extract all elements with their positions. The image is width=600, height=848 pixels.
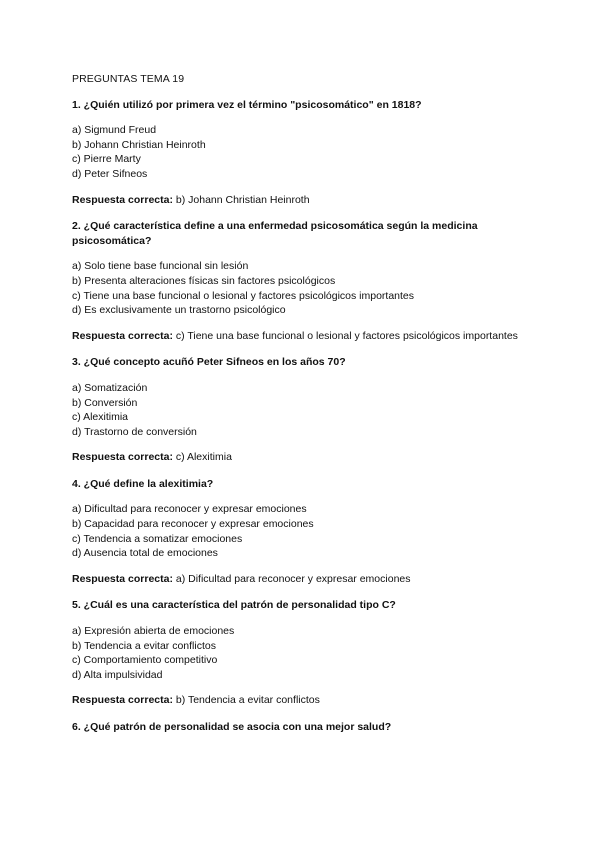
question-2 [72,219,532,343]
question-4 [72,477,532,587]
answer-label: Respuesta correcta: [72,694,173,707]
option-a: a) Dificultad para reconocer y expresar emociones [72,503,307,516]
option-a: a) Sigmund Freud [72,124,157,137]
answer-label: Respuesta correcta: [72,193,173,206]
question-text: 5. ¿Cuál es una característica del patrón de personalidad tipo C? [72,599,396,612]
option-c: c) Tendencia a somatizar emociones [72,532,243,545]
answer-text: c) Tiene una base funcional o lesional y factores psicológicos importantes [175,329,518,342]
option-c: c) Comportamiento competitivo [72,654,218,667]
option-c: c) Tiene una base funcional o lesional y factores psicológicos importantes [72,289,415,302]
document-title: PREGUNTAS TEMA 19 [72,73,185,85]
answer-text: b) Johann Christian Heinroth [175,193,310,206]
question-6 [72,720,532,735]
answer-text: b) Tendencia a evitar conflictos [175,694,320,707]
option-list [72,502,532,560]
answer-label: Respuesta correcta: [72,572,173,585]
option-list [72,624,532,682]
option-c: c) Alexitimia [72,411,129,424]
document-page [72,72,532,747]
option-a: a) Solo tiene base funcional sin lesión [72,260,249,273]
option-b: b) Presenta alteraciones físicas sin factores psicológicos [72,274,336,287]
question-text: 2. ¿Qué característica define a una enfermedad psicosomática según la medicina psicosomática? [72,220,478,247]
option-d: d) Alta impulsividad [72,668,163,681]
answer-label: Respuesta correcta: [72,451,173,464]
option-d: d) Trastorno de conversión [72,425,197,438]
correct-answer [72,572,532,587]
question-text: 3. ¿Qué concepto acuñó Peter Sifneos en los años 70? [72,356,346,369]
option-b: b) Conversión [72,396,138,409]
answer-text: c) Alexitimia [175,451,232,464]
question-5 [72,598,532,708]
option-a: a) Expresión abierta de emociones [72,625,235,638]
question-3 [72,355,532,465]
option-b: b) Tendencia a evitar conflictos [72,639,216,652]
answer-label: Respuesta correcta: [72,329,173,342]
correct-answer [72,193,532,208]
option-c: c) Pierre Marty [72,153,141,166]
option-b: b) Johann Christian Heinroth [72,138,206,151]
option-list [72,381,532,439]
correct-answer [72,693,532,708]
correct-answer [72,329,532,344]
option-a: a) Somatización [72,381,148,394]
question-text: 4. ¿Qué define la alexitimia? [72,477,214,490]
option-d: d) Es exclusivamente un trastorno psicológico [72,304,286,317]
question-text: 6. ¿Qué patrón de personalidad se asocia con una mejor salud? [72,721,392,733]
correct-answer [72,450,532,465]
question-text: 1. ¿Quién utilizó por primera vez el término "psicosomático" en 1818? [72,98,422,111]
option-list [72,123,532,181]
answer-text: a) Dificultad para reconocer y expresar emociones [175,572,411,585]
option-d: d) Ausencia total de emociones [72,547,218,560]
option-b: b) Capacidad para reconocer y expresar emociones [72,518,314,531]
option-d: d) Peter Sifneos [72,167,148,180]
question-1 [72,98,532,208]
option-list [72,259,532,317]
